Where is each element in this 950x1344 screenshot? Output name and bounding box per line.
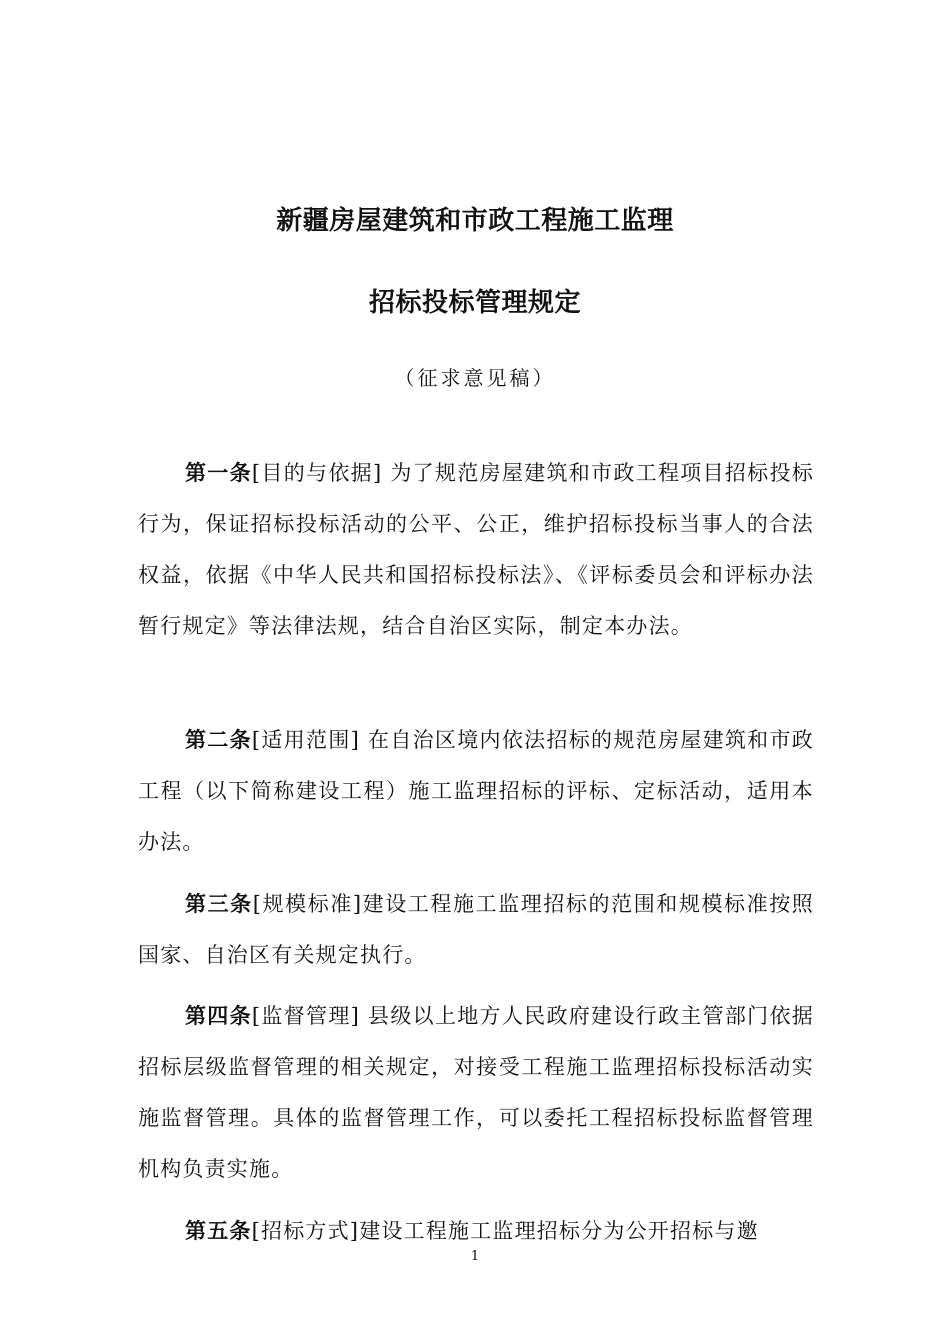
article-3 — [138, 879, 814, 981]
article-4-label: 第四条 — [185, 1004, 252, 1028]
article-1 — [138, 448, 814, 652]
article-4-text: [监督管理] 县级以上地方人民政府建设行政主管部门依据招标层级监督管理的相关规定，对接受工程施工监理招标投标活动实施监督管理。具体的监督管理工作，可以委托工程招标投标监督管理机构负责实施。 — [138, 1004, 814, 1181]
article-1-text: [目的与依据] 为了规范房屋建筑和市政工程项目招标投标行为，保证招标投标活动的公平、公正，维护招标投标当事人的合法权益，依据《中华人民共和国招标投标法》、《评标委员会和评标办法暂行规定》等法律法规，结合自治区实际，制定本办法。 — [138, 461, 814, 638]
article-3-label: 第三条 — [185, 892, 253, 916]
article-3-text: [规模标准]建设工程施工监理招标的范围和规模标准按照国家、自治区有关规定执行。 — [138, 892, 814, 967]
article-5-text: [招标方式]建设工程施工监理招标分为公开招标与邀 — [251, 1219, 759, 1243]
article-4 — [138, 991, 814, 1195]
page-number: 1 — [470, 1249, 480, 1264]
article-1-label: 第一条 — [185, 461, 252, 485]
article-2 — [138, 715, 814, 868]
article-2-text: [适用范围] 在自治区境内依法招标的规范房屋建筑和市政工程（以下简称建设工程）施工监理招标的评标、定标活动，适用本办法。 — [138, 728, 814, 854]
document-title-line2: 招标投标管理规定 — [368, 288, 581, 318]
article-2-label: 第二条 — [185, 728, 252, 752]
document-subtitle: （征求意见稿） — [394, 366, 556, 390]
document-title-line1: 新疆房屋建筑和市政工程施工监理 — [276, 206, 674, 236]
article-5-label: 第五条 — [185, 1219, 252, 1243]
